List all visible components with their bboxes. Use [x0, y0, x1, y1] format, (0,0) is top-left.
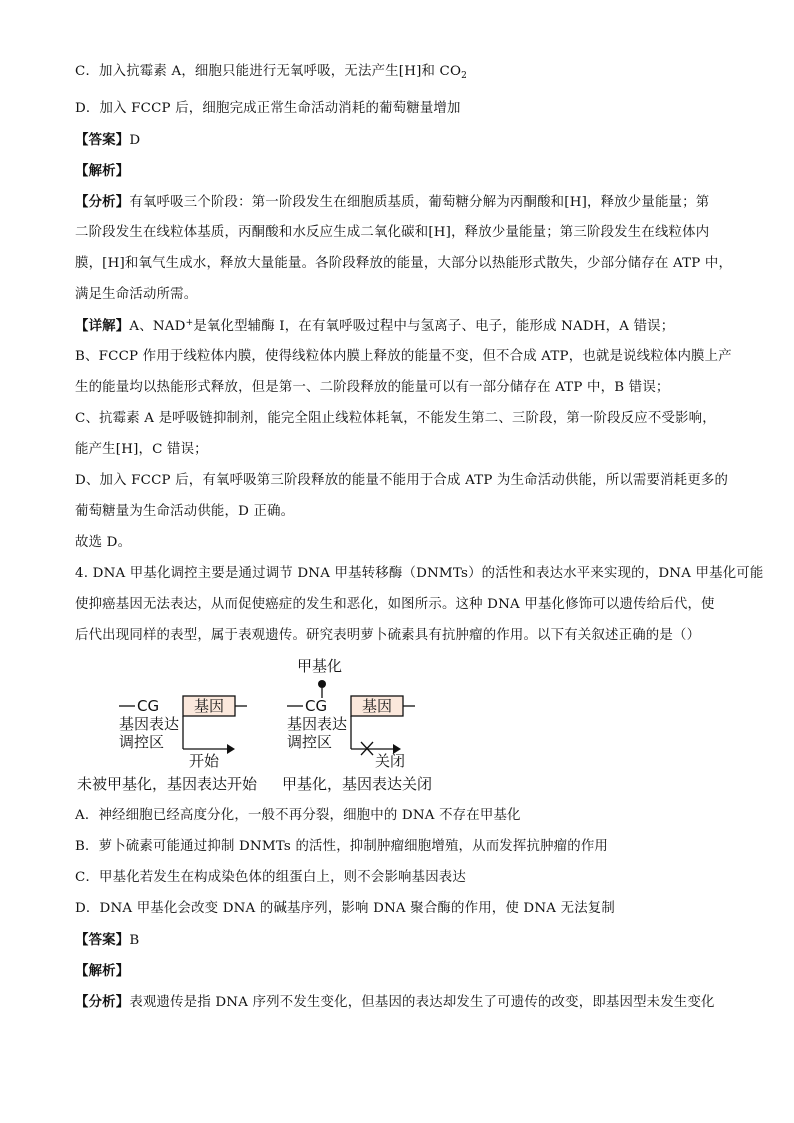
jiexi-q4: 【解析】: [75, 963, 130, 979]
option-d: D．DNA 甲基化会改变 DNA 的碱基序列，影响 DNA 聚合酶的作用，使 DNA 无法复制: [75, 901, 615, 916]
option-c-previous: [75, 62, 725, 82]
answer-value: D: [129, 133, 141, 148]
arrow-head-left: [227, 744, 235, 754]
fenxi-q3-line4: 满足生命活动所需。: [75, 287, 198, 302]
question-4-line1: 4. DNA 甲基化调控主要是通过调节 DNA 甲基转移酶（DNMTs）的活性和表达水平来实现的，DNA 甲基化可能: [75, 566, 764, 581]
start-label: 开始: [189, 752, 220, 770]
subscript: 2: [461, 71, 468, 81]
jiexi-q3: 【解析】: [75, 163, 130, 179]
region-label-left-2: 调控区: [119, 733, 165, 751]
option-d-previous: D．加入 FCCP 后，细胞完成正常生命活动消耗的葡萄糖量增加: [75, 101, 461, 116]
methyl-group-dot: [318, 680, 326, 688]
caption-right: 甲基化，基因表达关闭: [282, 775, 433, 793]
superscript: +: [185, 318, 194, 328]
option-a: A．神经细胞已经高度分化，一般不再分裂，细胞中的 DNA 不存在甲基化: [75, 808, 521, 823]
explain-b-line1: B、FCCP 作用于线粒体内膜，使得线粒体内膜上释放的能量不变，但不合成 ATP，也就是说线粒体内膜上产: [75, 349, 732, 364]
xiangjie-tag: 【详解】: [75, 318, 130, 334]
explain-b-line2: 生的能量均以热能形式释放，但是第一、二阶段释放的能量可以有一部分储存在 ATP 中，B 错误；: [75, 380, 670, 395]
fenxi-text: 有氧呼吸三个阶段：第一阶段发生在细胞质基质，葡萄糖分解为丙酮酸和[H]，释放少量能量；第: [129, 195, 710, 210]
answer-q4: [75, 930, 725, 951]
cg-label-left: CG: [137, 697, 160, 715]
fenxi-q4: [75, 992, 725, 1013]
option-b: B．萝卜硫素可能通过抑制 DNMTs 的活性，抑制肿瘤细胞增殖，从而发挥抗肿瘤的作用: [75, 839, 609, 854]
fenxi-tag: 【分析】: [75, 194, 130, 210]
region-label-right-2: 调控区: [287, 733, 333, 751]
explain-d-line2: 葡萄糖量为生命活动供能，D 正确。: [75, 504, 295, 519]
answer-tag: 【答案】: [75, 132, 130, 148]
gene-label-left: 基因: [193, 697, 225, 715]
region-label-right-1: 基因表达: [287, 715, 348, 733]
question-4-line3: 后代出现同样的表型，属于表观遗传。研究表明萝卜硫素具有抗肿瘤的作用。以下有关叙述正确的是（）: [75, 628, 701, 643]
caption-left: 未被甲基化，基因表达开始: [77, 775, 258, 793]
option-text: C．加入抗霉素 A，细胞只能进行无氧呼吸，无法产生[H]和 CO: [75, 64, 462, 79]
answer-tag: 【答案】: [75, 932, 130, 948]
methylation-diagram: [75, 652, 495, 802]
fenxi-q3-line3: 膜，[H]和氧气生成水，释放大量能量。各阶段释放的能量，大部分以热能形式散失，少部分储存在 ATP 中，: [75, 256, 733, 271]
region-label-left-1: 基因表达: [119, 715, 180, 733]
methyl-label: 甲基化: [297, 657, 343, 675]
option-c: C．甲基化若发生在构成染色体的组蛋白上，则不会影响基因表达: [75, 870, 466, 885]
explain-c-line1: C、抗霉素 A 是呼吸链抑制剂，能完全阻止线粒体耗氧，不能发生第二、三阶段，第一阶段反应不受影响，: [75, 411, 716, 426]
answer-q3: [75, 130, 725, 151]
question-4-line2: 使抑癌基因无法表达，从而促使癌症的发生和恶化，如图所示。这种 DNA 甲基化修饰可以遗传给后代，使: [75, 597, 715, 612]
explain-d-line1: D、加入 FCCP 后，有氧呼吸第三阶段释放的能量不能用于合成 ATP 为生命活动供能，所以需要消耗更多的: [75, 473, 729, 488]
fenxi-text: 表观遗传是指 DNA 序列不发生变化，但基因的表达却发生了可遗传的改变，即基因型未发生变化: [129, 995, 715, 1010]
xiangjie-text: A、NAD: [129, 319, 186, 334]
close-label: 关闭: [375, 752, 406, 770]
conclusion-q3: 故选 D。: [75, 535, 132, 550]
fenxi-q3-line1: [75, 192, 725, 213]
gene-label-right: 基因: [361, 697, 393, 715]
cg-label-right: CG: [305, 697, 328, 715]
answer-value: B: [129, 933, 140, 948]
fenxi-q3-line2: 二阶段发生在线粒体基质，丙酮酸和水反应生成二氧化碳和[H]，释放少量能量；第三阶段发生在线粒体内: [75, 225, 710, 240]
fenxi-tag: 【分析】: [75, 994, 130, 1010]
xiangjie-q3: [75, 316, 725, 337]
explain-c-line2: 能产生[H]，C 错误；: [75, 442, 208, 457]
xiangjie-text-rest: 是氧化型辅酶 I，在有氧呼吸过程中与氢离子、电子，能形成 NADH，A 错误；: [193, 319, 675, 334]
